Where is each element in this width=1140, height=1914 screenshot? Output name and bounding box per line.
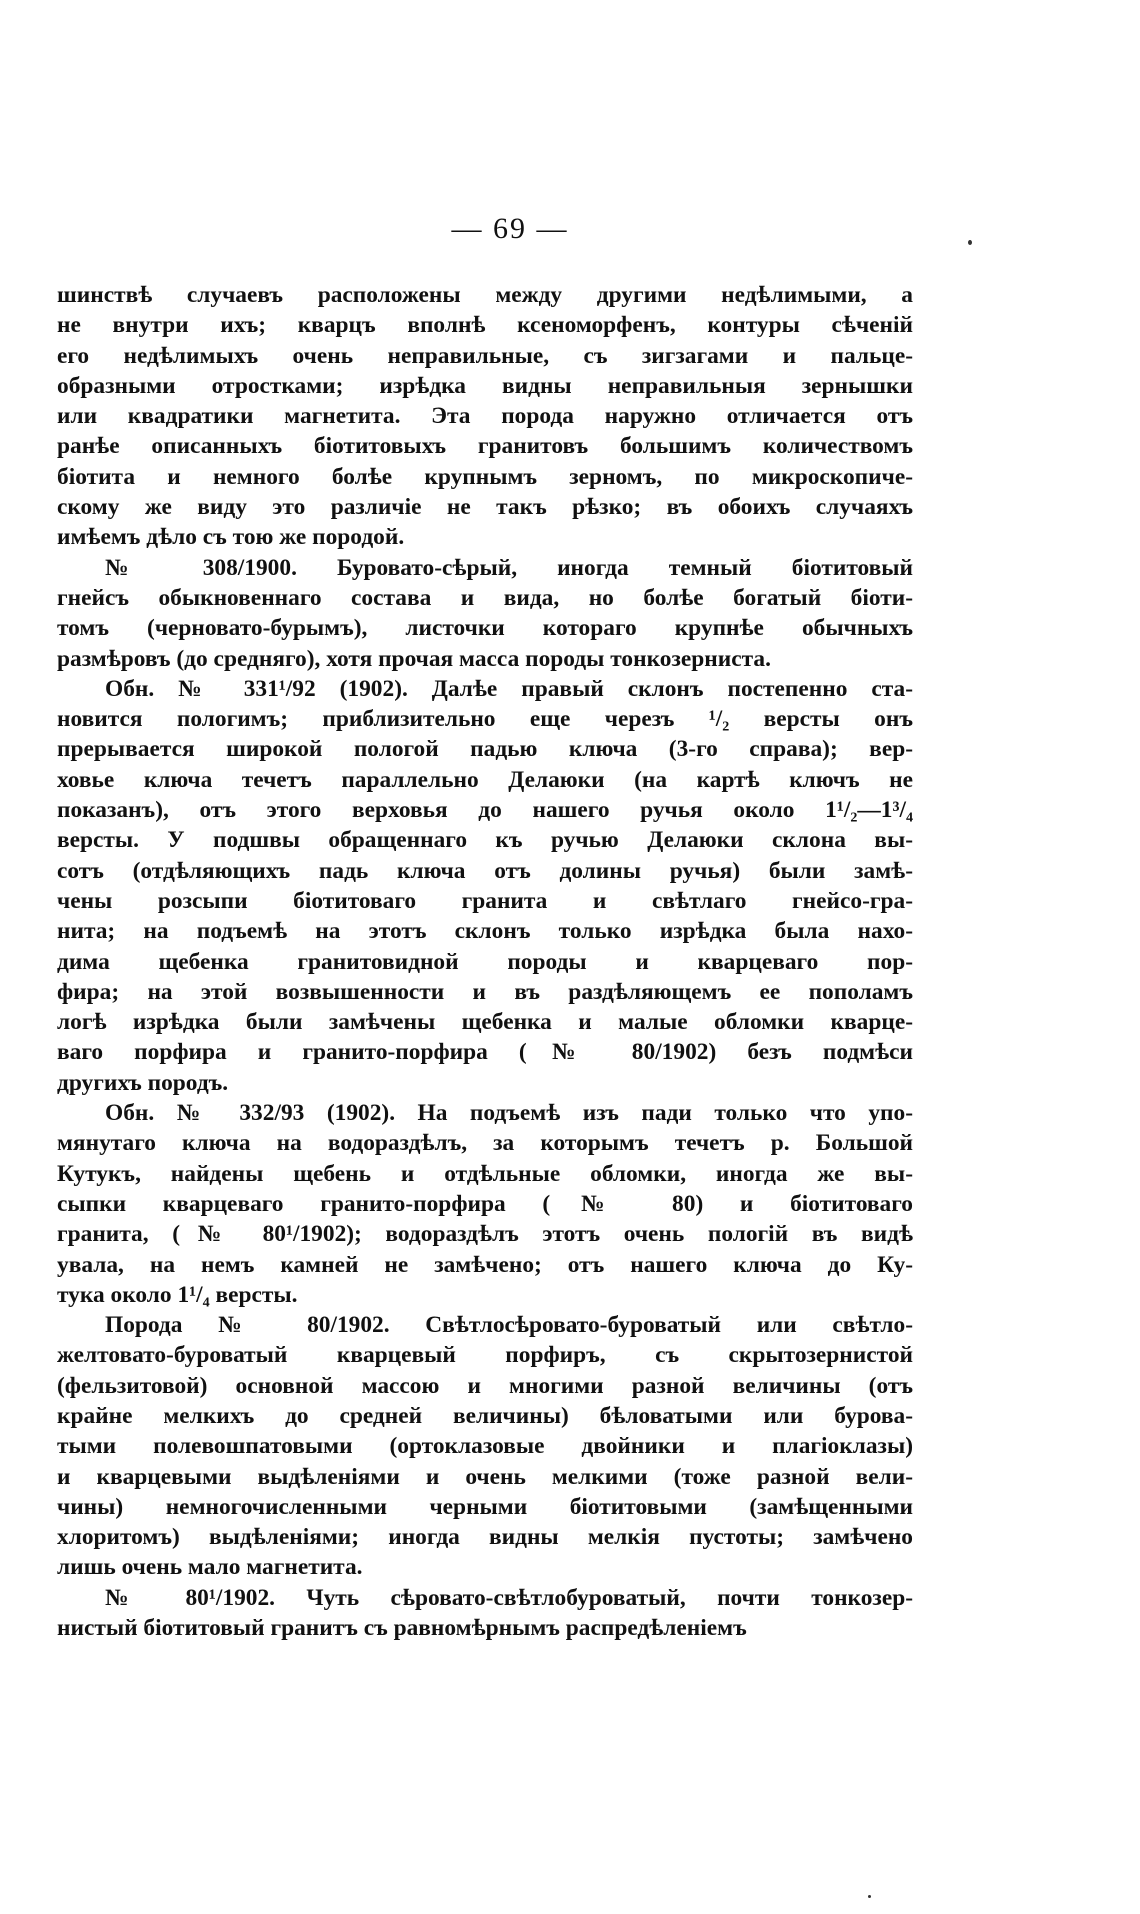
text-line: другихъ породъ.: [57, 1069, 229, 1096]
text-line: ранѣе описанныхъ біотитовыхъ гранитовъ большимъ количествомъ: [57, 433, 913, 460]
text-line: ваго порфира и гранито-порфира (№ 80/1902) безъ подмѣси: [57, 1039, 913, 1066]
margin-speck: [868, 1895, 871, 1898]
text-line: чены розсыпи біотитоваго гранита и свѣтлаго гнейсо-гра-: [57, 887, 913, 914]
text-line: его недѣлимыхъ очень неправильные, съ зигзагами и пальце-: [57, 342, 913, 369]
text-line: лишь очень мало магнетита.: [57, 1554, 363, 1581]
text-line: сотъ (отдѣляющихъ падь ключа отъ долины ручья) были замѣ-: [57, 857, 913, 884]
text-line: томъ (черновато-бурымъ), листочки котораго крупнѣе обычныхъ: [57, 615, 913, 642]
paragraph: [57, 674, 913, 1098]
text-line: скому же виду это различіе не такъ рѣзко; въ обоихъ случаяхъ: [57, 494, 913, 521]
text-line: мянутаго ключа на водораздѣлъ, за которымъ течетъ р. Большой: [57, 1130, 913, 1157]
text-line: біотита и немного болѣе крупнымъ зерномъ, по микроскопиче-: [57, 463, 913, 490]
text-line: нита; на подъемѣ на этотъ склонъ только изрѣдка была нахо-: [57, 918, 913, 945]
paragraph: [57, 1583, 913, 1644]
text-line: Порода № 80/1902. Свѣтлосѣровато-буроватый или свѣтло-: [105, 1312, 913, 1339]
text-body: [57, 280, 913, 1643]
text-line: новится пологимъ; приблизительно еще черезъ ¹/₂ версты онъ: [57, 706, 913, 733]
text-line: Обн. № 331¹/92 (1902). Далѣе правый склонъ постепенно ста-: [105, 675, 913, 702]
text-line: увала, на немъ камней не замѣчено; отъ нашего ключа до Ку-: [57, 1251, 913, 1278]
text-line: ховье ключа течетъ параллельно Делаюки (на картѣ ключъ не: [57, 766, 913, 793]
paragraph: [57, 280, 913, 553]
text-line: фира; на этой возвышенности и въ раздѣляющемъ ее пополамъ: [57, 978, 913, 1005]
text-line: не внутри ихъ; кварцъ вполнѣ ксеноморфенъ, контуры сѣченій: [57, 312, 913, 339]
text-line: № 308/1900. Буровато-сѣрый, иногда темный біотитовый: [105, 554, 913, 581]
text-line: (фельзитовой) основной массою и многими разной величины (отъ: [57, 1372, 913, 1399]
page-number: — 69 —: [451, 212, 569, 245]
text-line: крайне мелкихъ до средней величины) бѣловатыми или бурова-: [57, 1402, 913, 1429]
text-line: размѣровъ (до средняго), хотя прочая масса породы тонкозерниста.: [57, 645, 771, 672]
text-line: шинствѣ случаевъ расположены между другими недѣлимыми, а: [57, 282, 913, 308]
text-line: прерывается широкой пологой падью ключа (3-го справа); вер-: [57, 736, 913, 763]
text-line: или квадратики магнетита. Эта порода наружно отличается отъ: [57, 403, 913, 430]
text-line: желтовато-буроватый кварцевый порфиръ, съ скрытозернистой: [57, 1342, 913, 1369]
margin-speck: [968, 240, 972, 245]
text-line: и кварцевыми выдѣленіями и очень мелкими (тоже разной вели-: [57, 1463, 913, 1490]
text-line: показанъ), отъ этого верховья до нашего ручья около 1¹/₂—1³/₄: [57, 797, 913, 824]
text-line: гранита, (№ 80¹/1902); водораздѣлъ этотъ очень пологій въ видѣ: [57, 1221, 913, 1248]
text-line: тыми полевошпатовыми (ортоклазовые двойники и плагіоклазы): [57, 1433, 913, 1460]
text-line: № 80¹/1902. Чуть сѣровато-свѣтлобуроватый, почти тонкозер-: [105, 1584, 913, 1611]
text-line: дима щебенка гранитовидной породы и кварцеваго пор-: [57, 948, 913, 975]
text-line: образными отростками; изрѣдка видны неправильныя зернышки: [57, 372, 913, 399]
text-line: сыпки кварцеваго гранито-порфира (№ 80) и біотитоваго: [57, 1190, 913, 1217]
text-line: логѣ изрѣдка были замѣчены щебенка и малые обломки кварце-: [57, 1009, 913, 1036]
text-line: нистый біотитовый гранитъ съ равномѣрнымъ распредѣленіемъ: [57, 1615, 747, 1642]
paragraph: [57, 1310, 913, 1583]
text-line: гнейсъ обыкновеннаго состава и вида, но болѣе богатый біоти-: [57, 584, 913, 611]
paragraph: [57, 1098, 913, 1310]
text-line: Обн. № 332/93 (1902). На подъемѣ изъ пади только что упо-: [105, 1100, 913, 1127]
text-line: версты. У подшвы обращеннаго къ ручью Делаюки склона вы-: [57, 827, 913, 854]
text-line: тука около 1¹/₄ версты.: [57, 1281, 298, 1308]
text-line: имѣемъ дѣло съ тою же породой.: [57, 524, 405, 551]
paragraph: [57, 553, 913, 674]
text-line: Кутукъ, найдены щебень и отдѣльные обломки, иногда же вы-: [57, 1160, 913, 1187]
text-line: чины) немногочисленными черными біотитовыми (замѣщенными: [57, 1493, 913, 1520]
text-line: хлоритомъ) выдѣленіями; иногда видны мелкія пустоты; замѣчено: [57, 1524, 913, 1551]
